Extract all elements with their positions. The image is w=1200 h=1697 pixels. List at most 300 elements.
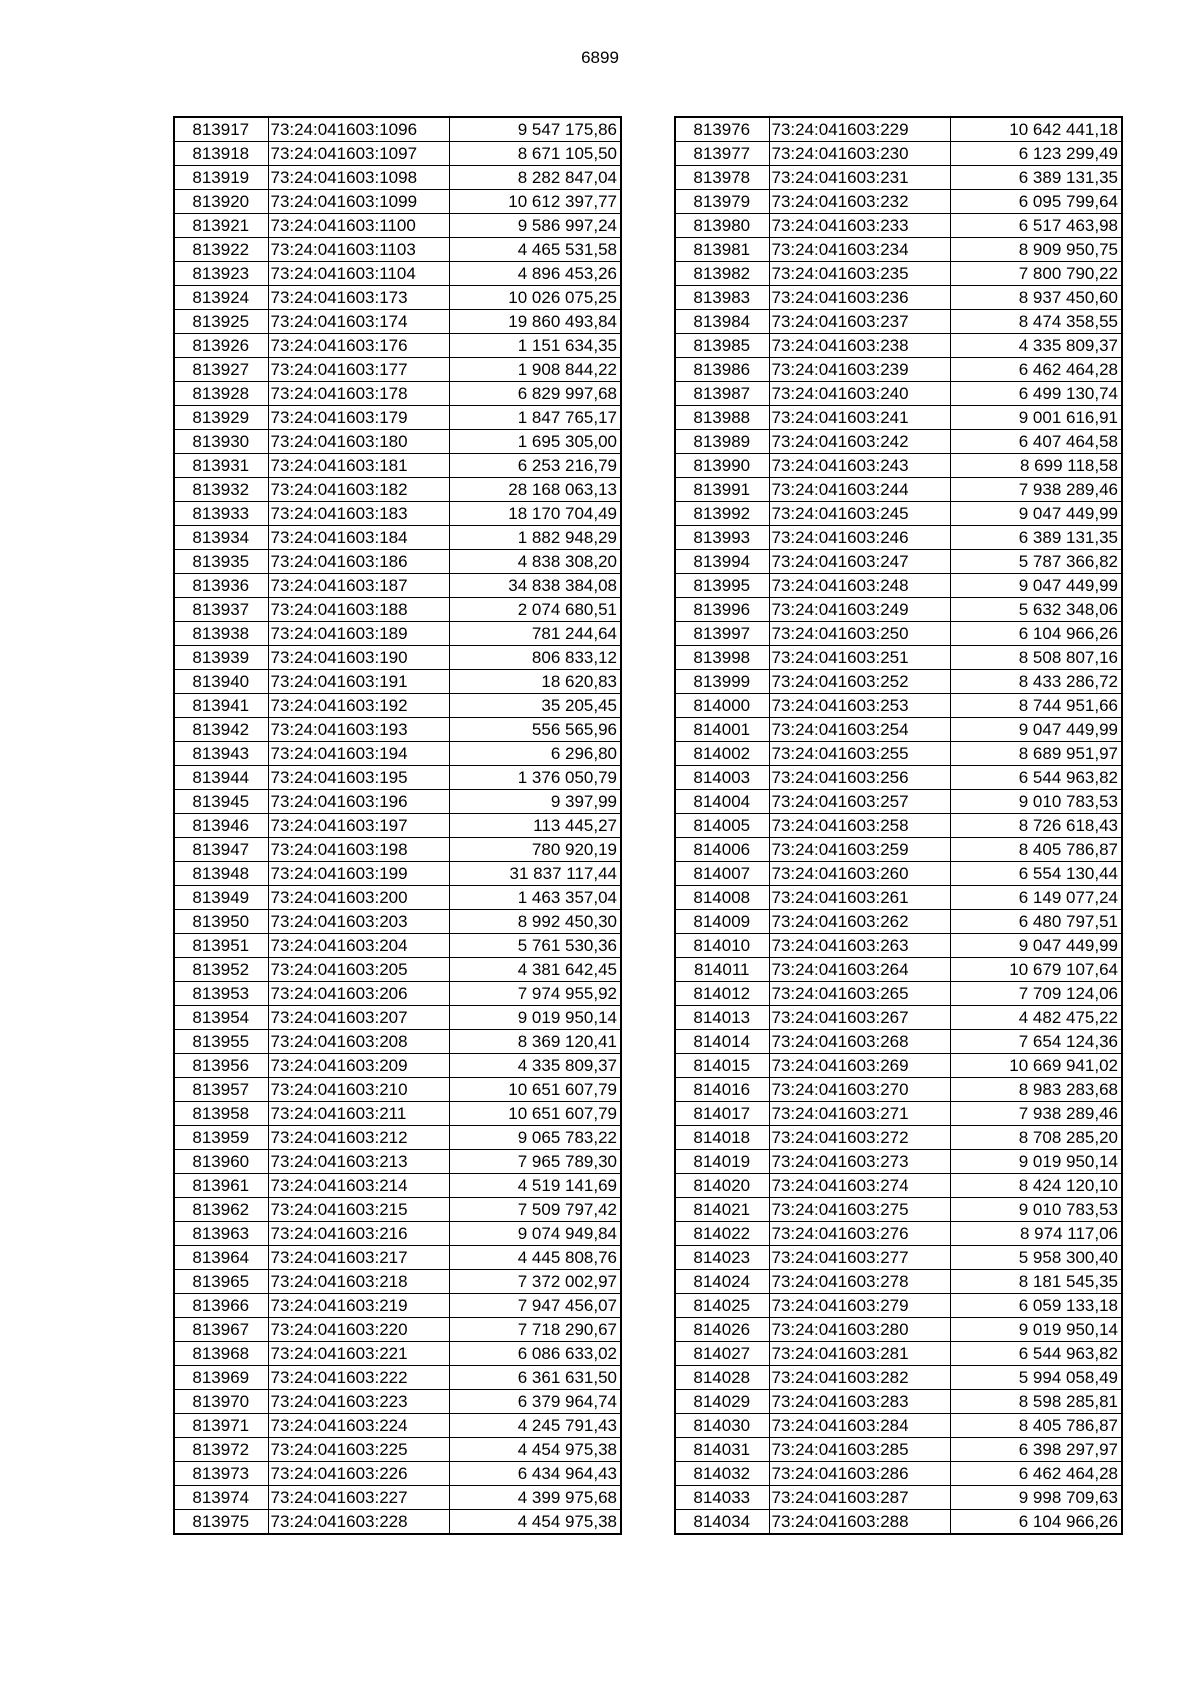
table-row <box>675 1366 1122 1390</box>
table-row <box>675 382 1122 406</box>
table-row <box>675 262 1122 286</box>
cadastral-value-cell: 4 896 453,26 <box>449 262 621 286</box>
cadastral-value-cell: 1 908 844,22 <box>449 358 621 382</box>
cadastral-number-cell: 73:24:041603:254 <box>769 718 950 742</box>
cadastral-number-cell: 73:24:041603:178 <box>268 382 449 406</box>
cadastral-value-cell: 4 335 809,37 <box>950 334 1122 358</box>
cadastral-value-cell: 1 463 357,04 <box>449 886 621 910</box>
table-row <box>675 670 1122 694</box>
cadastral-value-cell: 6 104 966,26 <box>950 1510 1122 1535</box>
row-number-cell: 813934 <box>174 526 268 550</box>
table-row <box>174 454 621 478</box>
table-row <box>174 1174 621 1198</box>
cadastral-number-cell: 73:24:041603:190 <box>268 646 449 670</box>
cadastral-number-cell: 73:24:041603:265 <box>769 982 950 1006</box>
cadastral-value-cell: 6 544 963,82 <box>950 1342 1122 1366</box>
cadastral-number-cell: 73:24:041603:249 <box>769 598 950 622</box>
cadastral-number-cell: 73:24:041603:1103 <box>268 238 449 262</box>
cadastral-number-cell: 73:24:041603:276 <box>769 1222 950 1246</box>
table-row <box>174 1390 621 1414</box>
table-row <box>174 694 621 718</box>
cadastral-value-cell: 7 974 955,92 <box>449 982 621 1006</box>
cadastral-number-cell: 73:24:041603:206 <box>268 982 449 1006</box>
row-number-cell: 813937 <box>174 598 268 622</box>
row-number-cell: 813941 <box>174 694 268 718</box>
cadastral-value-cell: 31 837 117,44 <box>449 862 621 886</box>
row-number-cell: 813938 <box>174 622 268 646</box>
cadastral-number-cell: 73:24:041603:213 <box>268 1150 449 1174</box>
table-row <box>675 430 1122 454</box>
table-row <box>174 1462 621 1486</box>
table-row <box>174 1102 621 1126</box>
cadastral-number-cell: 73:24:041603:204 <box>268 934 449 958</box>
cadastral-number-cell: 73:24:041603:1100 <box>268 214 449 238</box>
cadastral-number-cell: 73:24:041603:241 <box>769 406 950 430</box>
table-row <box>174 1366 621 1390</box>
row-number-cell: 813918 <box>174 142 268 166</box>
cadastral-number-cell: 73:24:041603:286 <box>769 1462 950 1486</box>
cadastral-number-cell: 73:24:041603:224 <box>268 1414 449 1438</box>
cadastral-value-cell: 7 965 789,30 <box>449 1150 621 1174</box>
cadastral-value-table-left <box>173 116 622 1535</box>
row-number-cell: 814034 <box>675 1510 769 1535</box>
cadastral-number-cell: 73:24:041603:196 <box>268 790 449 814</box>
cadastral-value-cell: 6 389 131,35 <box>950 166 1122 190</box>
table-row <box>174 286 621 310</box>
row-number-cell: 813948 <box>174 862 268 886</box>
cadastral-value-cell: 9 019 950,14 <box>449 1006 621 1030</box>
cadastral-value-cell: 9 019 950,14 <box>950 1150 1122 1174</box>
cadastral-number-cell: 73:24:041603:238 <box>769 334 950 358</box>
table-row <box>675 1174 1122 1198</box>
cadastral-number-cell: 73:24:041603:285 <box>769 1438 950 1462</box>
cadastral-value-cell: 1 376 050,79 <box>449 766 621 790</box>
cadastral-number-cell: 73:24:041603:280 <box>769 1318 950 1342</box>
cadastral-number-cell: 73:24:041603:188 <box>268 598 449 622</box>
cadastral-number-cell: 73:24:041603:233 <box>769 214 950 238</box>
cadastral-value-cell: 6 462 464,28 <box>950 1462 1122 1486</box>
cadastral-value-cell: 8 671 105,50 <box>449 142 621 166</box>
cadastral-value-cell: 6 123 299,49 <box>950 142 1122 166</box>
row-number-cell: 814018 <box>675 1126 769 1150</box>
row-number-cell: 814021 <box>675 1198 769 1222</box>
row-number-cell: 813924 <box>174 286 268 310</box>
cadastral-value-cell: 8 369 120,41 <box>449 1030 621 1054</box>
cadastral-value-cell: 7 654 124,36 <box>950 1030 1122 1054</box>
cadastral-number-cell: 73:24:041603:263 <box>769 934 950 958</box>
cadastral-number-cell: 73:24:041603:205 <box>268 958 449 982</box>
table-row <box>174 117 621 142</box>
table-row <box>174 622 621 646</box>
table-row <box>174 958 621 982</box>
cadastral-number-cell: 73:24:041603:225 <box>268 1438 449 1462</box>
cadastral-value-cell: 6 829 997,68 <box>449 382 621 406</box>
table-row <box>675 358 1122 382</box>
row-number-cell: 813955 <box>174 1030 268 1054</box>
cadastral-number-cell: 73:24:041603:174 <box>268 310 449 334</box>
cadastral-value-cell: 4 519 141,69 <box>449 1174 621 1198</box>
table-row <box>675 1414 1122 1438</box>
cadastral-number-cell: 73:24:041603:226 <box>268 1462 449 1486</box>
row-number-cell: 813968 <box>174 1342 268 1366</box>
cadastral-value-cell: 8 708 285,20 <box>950 1126 1122 1150</box>
table-row <box>675 862 1122 886</box>
row-number-cell: 813944 <box>174 766 268 790</box>
cadastral-number-cell: 73:24:041603:215 <box>268 1198 449 1222</box>
cadastral-number-cell: 73:24:041603:182 <box>268 478 449 502</box>
table-row <box>675 934 1122 958</box>
cadastral-number-cell: 73:24:041603:193 <box>268 718 449 742</box>
table-row <box>675 478 1122 502</box>
cadastral-value-cell: 9 586 997,24 <box>449 214 621 238</box>
row-number-cell: 813961 <box>174 1174 268 1198</box>
row-number-cell: 813950 <box>174 910 268 934</box>
table-row <box>174 550 621 574</box>
row-number-cell: 813982 <box>675 262 769 286</box>
cadastral-value-cell: 9 019 950,14 <box>950 1318 1122 1342</box>
cadastral-number-cell: 73:24:041603:210 <box>268 1078 449 1102</box>
table-row <box>675 742 1122 766</box>
cadastral-number-cell: 73:24:041603:200 <box>268 886 449 910</box>
row-number-cell: 813931 <box>174 454 268 478</box>
cadastral-number-cell: 73:24:041603:203 <box>268 910 449 934</box>
table-row <box>675 1270 1122 1294</box>
table-row <box>174 166 621 190</box>
row-number-cell: 813969 <box>174 1366 268 1390</box>
table-row <box>174 838 621 862</box>
row-number-cell: 813991 <box>675 478 769 502</box>
row-number-cell: 814027 <box>675 1342 769 1366</box>
table-row <box>174 502 621 526</box>
cadastral-value-cell: 9 047 449,99 <box>950 502 1122 526</box>
cadastral-value-cell: 9 065 783,22 <box>449 1126 621 1150</box>
cadastral-number-cell: 73:24:041603:268 <box>769 1030 950 1054</box>
table-row <box>174 430 621 454</box>
cadastral-number-cell: 73:24:041603:232 <box>769 190 950 214</box>
row-number-cell: 813965 <box>174 1270 268 1294</box>
row-number-cell: 813980 <box>675 214 769 238</box>
row-number-cell: 813953 <box>174 982 268 1006</box>
cadastral-number-cell: 73:24:041603:283 <box>769 1390 950 1414</box>
table-row <box>174 1486 621 1510</box>
cadastral-value-cell: 8 405 786,87 <box>950 838 1122 862</box>
cadastral-number-cell: 73:24:041603:288 <box>769 1510 950 1535</box>
row-number-cell: 813928 <box>174 382 268 406</box>
table-row <box>675 1006 1122 1030</box>
cadastral-value-cell: 8 433 286,72 <box>950 670 1122 694</box>
cadastral-number-cell: 73:24:041603:173 <box>268 286 449 310</box>
row-number-cell: 814010 <box>675 934 769 958</box>
row-number-cell: 813984 <box>675 310 769 334</box>
table-row <box>675 214 1122 238</box>
row-number-cell: 813923 <box>174 262 268 286</box>
cadastral-value-cell: 5 632 348,06 <box>950 598 1122 622</box>
table-row <box>675 766 1122 790</box>
table-row <box>174 1438 621 1462</box>
cadastral-value-cell: 28 168 063,13 <box>449 478 621 502</box>
table-row <box>675 1390 1122 1414</box>
row-number-cell: 813922 <box>174 238 268 262</box>
row-number-cell: 813962 <box>174 1198 268 1222</box>
cadastral-value-cell: 6 361 631,50 <box>449 1366 621 1390</box>
row-number-cell: 814032 <box>675 1462 769 1486</box>
cadastral-value-cell: 5 787 366,82 <box>950 550 1122 574</box>
cadastral-number-cell: 73:24:041603:279 <box>769 1294 950 1318</box>
row-number-cell: 814015 <box>675 1054 769 1078</box>
row-number-cell: 814014 <box>675 1030 769 1054</box>
cadastral-number-cell: 73:24:041603:1097 <box>268 142 449 166</box>
row-number-cell: 814011 <box>675 958 769 982</box>
cadastral-number-cell: 73:24:041603:1098 <box>268 166 449 190</box>
cadastral-number-cell: 73:24:041603:244 <box>769 478 950 502</box>
row-number-cell: 813971 <box>174 1414 268 1438</box>
cadastral-value-cell: 4 399 975,68 <box>449 1486 621 1510</box>
row-number-cell: 813927 <box>174 358 268 382</box>
table-row <box>174 1126 621 1150</box>
cadastral-number-cell: 73:24:041603:207 <box>268 1006 449 1030</box>
table-row <box>675 598 1122 622</box>
table-row <box>174 1270 621 1294</box>
table-row <box>675 550 1122 574</box>
cadastral-number-cell: 73:24:041603:209 <box>268 1054 449 1078</box>
cadastral-number-cell: 73:24:041603:194 <box>268 742 449 766</box>
cadastral-value-cell: 6 462 464,28 <box>950 358 1122 382</box>
row-number-cell: 813994 <box>675 550 769 574</box>
row-number-cell: 813989 <box>675 430 769 454</box>
table-row <box>675 1222 1122 1246</box>
cadastral-value-cell: 9 010 783,53 <box>950 1198 1122 1222</box>
row-number-cell: 814024 <box>675 1270 769 1294</box>
cadastral-value-cell: 10 679 107,64 <box>950 958 1122 982</box>
page-number: 6899 <box>581 48 619 67</box>
cadastral-number-cell: 73:24:041603:198 <box>268 838 449 862</box>
cadastral-value-cell: 7 718 290,67 <box>449 1318 621 1342</box>
cadastral-value-cell: 9 547 175,86 <box>449 117 621 142</box>
row-number-cell: 813929 <box>174 406 268 430</box>
table-row <box>174 646 621 670</box>
table-left-body <box>174 117 621 1534</box>
table-row <box>174 358 621 382</box>
row-number-cell: 813943 <box>174 742 268 766</box>
row-number-cell: 813957 <box>174 1078 268 1102</box>
table-row <box>675 1054 1122 1078</box>
table-row <box>675 622 1122 646</box>
cadastral-number-cell: 73:24:041603:237 <box>769 310 950 334</box>
row-number-cell: 814019 <box>675 1150 769 1174</box>
cadastral-number-cell: 73:24:041603:176 <box>268 334 449 358</box>
table-row <box>174 742 621 766</box>
table-row <box>675 1246 1122 1270</box>
row-number-cell: 813930 <box>174 430 268 454</box>
table-row <box>174 1414 621 1438</box>
cadastral-number-cell: 73:24:041603:195 <box>268 766 449 790</box>
table-row <box>174 766 621 790</box>
table-row <box>675 238 1122 262</box>
table-row <box>174 790 621 814</box>
row-number-cell: 814001 <box>675 718 769 742</box>
row-number-cell: 813932 <box>174 478 268 502</box>
row-number-cell: 813935 <box>174 550 268 574</box>
cadastral-number-cell: 73:24:041603:262 <box>769 910 950 934</box>
cadastral-value-cell: 10 651 607,79 <box>449 1102 621 1126</box>
table-row <box>675 886 1122 910</box>
cadastral-value-cell: 6 434 964,43 <box>449 1462 621 1486</box>
cadastral-value-cell: 9 998 709,63 <box>950 1486 1122 1510</box>
row-number-cell: 814006 <box>675 838 769 862</box>
cadastral-value-cell: 780 920,19 <box>449 838 621 862</box>
cadastral-value-cell: 8 689 951,97 <box>950 742 1122 766</box>
table-row <box>174 1222 621 1246</box>
row-number-cell: 814026 <box>675 1318 769 1342</box>
cadastral-number-cell: 73:24:041603:197 <box>268 814 449 838</box>
table-row <box>174 478 621 502</box>
table-row <box>174 1510 621 1535</box>
cadastral-value-cell: 5 761 530,36 <box>449 934 621 958</box>
cadastral-value-cell: 8 726 618,43 <box>950 814 1122 838</box>
table-row <box>174 406 621 430</box>
cadastral-value-cell: 19 860 493,84 <box>449 310 621 334</box>
cadastral-value-cell: 9 047 449,99 <box>950 718 1122 742</box>
row-number-cell: 814033 <box>675 1486 769 1510</box>
cadastral-value-cell: 6 059 133,18 <box>950 1294 1122 1318</box>
table-row <box>675 1078 1122 1102</box>
row-number-cell: 813933 <box>174 502 268 526</box>
cadastral-number-cell: 73:24:041603:278 <box>769 1270 950 1294</box>
cadastral-number-cell: 73:24:041603:269 <box>769 1054 950 1078</box>
row-number-cell: 813983 <box>675 286 769 310</box>
cadastral-value-cell: 8 405 786,87 <box>950 1414 1122 1438</box>
table-row <box>174 1318 621 1342</box>
row-number-cell: 814005 <box>675 814 769 838</box>
table-row <box>174 1150 621 1174</box>
row-number-cell: 814000 <box>675 694 769 718</box>
cadastral-value-cell: 6 480 797,51 <box>950 910 1122 934</box>
row-number-cell: 814025 <box>675 1294 769 1318</box>
cadastral-value-cell: 2 074 680,51 <box>449 598 621 622</box>
cadastral-value-cell: 6 149 077,24 <box>950 886 1122 910</box>
cadastral-number-cell: 73:24:041603:281 <box>769 1342 950 1366</box>
cadastral-number-cell: 73:24:041603:239 <box>769 358 950 382</box>
cadastral-value-cell: 4 445 808,76 <box>449 1246 621 1270</box>
row-number-cell: 813945 <box>174 790 268 814</box>
cadastral-number-cell: 73:24:041603:229 <box>769 117 950 142</box>
row-number-cell: 813986 <box>675 358 769 382</box>
cadastral-number-cell: 73:24:041603:222 <box>268 1366 449 1390</box>
row-number-cell: 814016 <box>675 1078 769 1102</box>
table-row <box>174 1006 621 1030</box>
cadastral-number-cell: 73:24:041603:183 <box>268 502 449 526</box>
cadastral-value-cell: 10 642 441,18 <box>950 117 1122 142</box>
table-row <box>174 982 621 1006</box>
cadastral-number-cell: 73:24:041603:234 <box>769 238 950 262</box>
cadastral-value-cell: 34 838 384,08 <box>449 574 621 598</box>
cadastral-number-cell: 73:24:041603:277 <box>769 1246 950 1270</box>
cadastral-value-cell: 18 170 704,49 <box>449 502 621 526</box>
cadastral-value-cell: 781 244,64 <box>449 622 621 646</box>
table-row <box>675 1030 1122 1054</box>
row-number-cell: 813988 <box>675 406 769 430</box>
table-row <box>675 310 1122 334</box>
row-number-cell: 814020 <box>675 1174 769 1198</box>
cadastral-value-cell: 4 465 531,58 <box>449 238 621 262</box>
cadastral-value-cell: 7 509 797,42 <box>449 1198 621 1222</box>
row-number-cell: 813981 <box>675 238 769 262</box>
table-row <box>675 1462 1122 1486</box>
cadastral-value-cell: 4 245 791,43 <box>449 1414 621 1438</box>
cadastral-value-cell: 4 482 475,22 <box>950 1006 1122 1030</box>
row-number-cell: 813940 <box>174 670 268 694</box>
cadastral-number-cell: 73:24:041603:275 <box>769 1198 950 1222</box>
cadastral-number-cell: 73:24:041603:189 <box>268 622 449 646</box>
row-number-cell: 814029 <box>675 1390 769 1414</box>
cadastral-value-cell: 6 517 463,98 <box>950 214 1122 238</box>
cadastral-value-cell: 6 398 297,97 <box>950 1438 1122 1462</box>
cadastral-value-cell: 5 994 058,49 <box>950 1366 1122 1390</box>
row-number-cell: 814007 <box>675 862 769 886</box>
cadastral-number-cell: 73:24:041603:264 <box>769 958 950 982</box>
row-number-cell: 813993 <box>675 526 769 550</box>
table-row <box>675 117 1122 142</box>
table-row <box>174 142 621 166</box>
table-row <box>174 310 621 334</box>
cadastral-number-cell: 73:24:041603:208 <box>268 1030 449 1054</box>
cadastral-value-cell: 10 669 941,02 <box>950 1054 1122 1078</box>
row-number-cell: 814012 <box>675 982 769 1006</box>
cadastral-value-cell: 8 424 120,10 <box>950 1174 1122 1198</box>
table-row <box>174 526 621 550</box>
table-row <box>174 1078 621 1102</box>
cadastral-value-cell: 8 282 847,04 <box>449 166 621 190</box>
cadastral-value-cell: 7 938 289,46 <box>950 478 1122 502</box>
table-row <box>675 838 1122 862</box>
cadastral-value-cell: 4 381 642,45 <box>449 958 621 982</box>
table-row <box>174 814 621 838</box>
cadastral-number-cell: 73:24:041603:252 <box>769 670 950 694</box>
row-number-cell: 813926 <box>174 334 268 358</box>
row-number-cell: 814028 <box>675 1366 769 1390</box>
table-row <box>174 1198 621 1222</box>
table-row <box>675 982 1122 1006</box>
cadastral-number-cell: 73:24:041603:246 <box>769 526 950 550</box>
row-number-cell: 814022 <box>675 1222 769 1246</box>
cadastral-value-cell: 8 992 450,30 <box>449 910 621 934</box>
cadastral-number-cell: 73:24:041603:243 <box>769 454 950 478</box>
row-number-cell: 813921 <box>174 214 268 238</box>
cadastral-number-cell: 73:24:041603:227 <box>268 1486 449 1510</box>
cadastral-value-cell: 10 612 397,77 <box>449 190 621 214</box>
cadastral-value-cell: 9 010 783,53 <box>950 790 1122 814</box>
cadastral-number-cell: 73:24:041603:191 <box>268 670 449 694</box>
cadastral-number-cell: 73:24:041603:214 <box>268 1174 449 1198</box>
cadastral-value-cell: 6 389 131,35 <box>950 526 1122 550</box>
row-number-cell: 813925 <box>174 310 268 334</box>
table-row <box>675 1102 1122 1126</box>
cadastral-number-cell: 73:24:041603:181 <box>268 454 449 478</box>
cadastral-number-cell: 73:24:041603:251 <box>769 646 950 670</box>
cadastral-value-cell: 7 709 124,06 <box>950 982 1122 1006</box>
row-number-cell: 813942 <box>174 718 268 742</box>
table-row <box>675 814 1122 838</box>
cadastral-number-cell: 73:24:041603:257 <box>769 790 950 814</box>
table-row <box>174 886 621 910</box>
cadastral-number-cell: 73:24:041603:1104 <box>268 262 449 286</box>
cadastral-value-cell: 6 296,80 <box>449 742 621 766</box>
cadastral-number-cell: 73:24:041603:261 <box>769 886 950 910</box>
table-row <box>174 1030 621 1054</box>
cadastral-value-cell: 8 909 950,75 <box>950 238 1122 262</box>
row-number-cell: 813996 <box>675 598 769 622</box>
table-row <box>174 574 621 598</box>
